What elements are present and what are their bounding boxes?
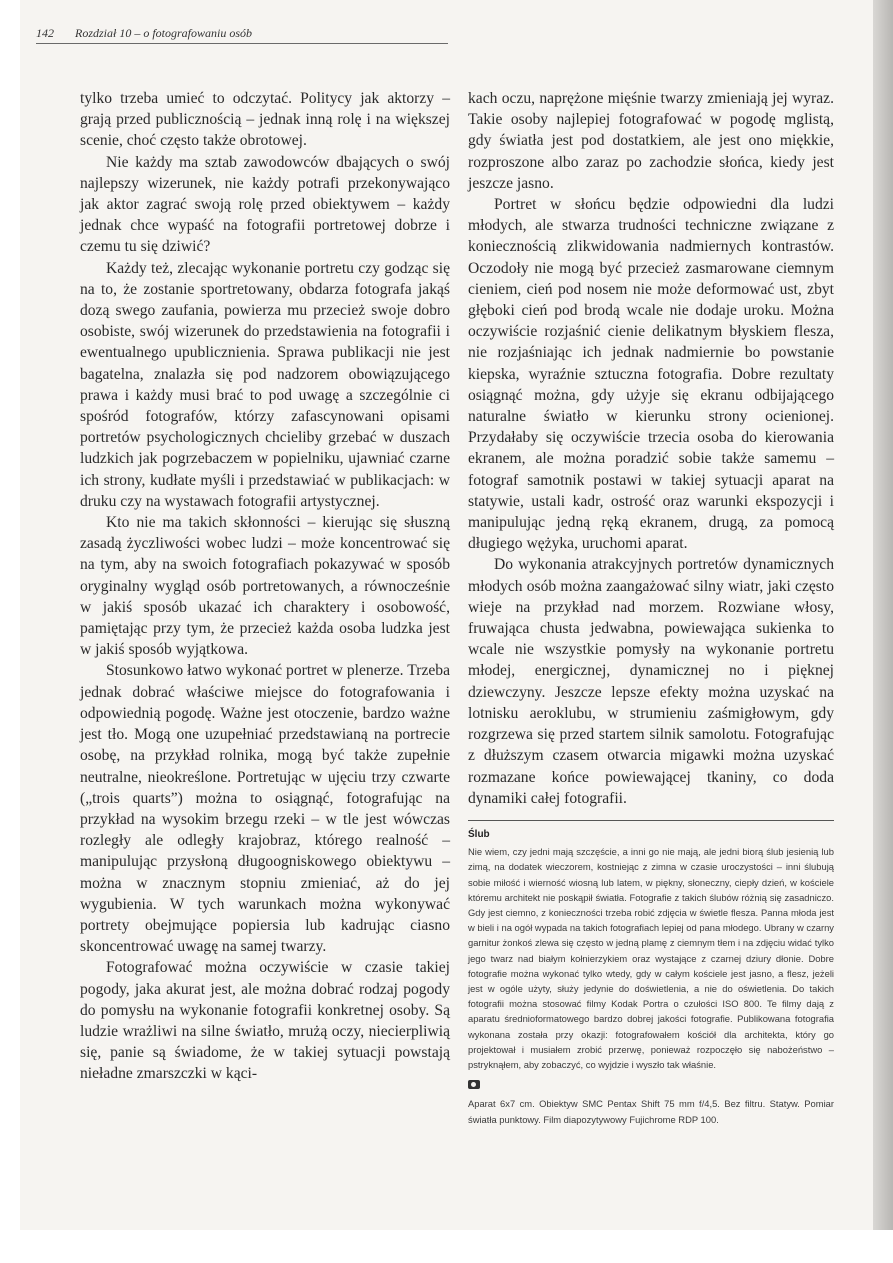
sidebar-text: Nie wiem, czy jedni mają szczęście, a inni go nie mają, ale jedni biorą ślub jesienią lub zimą, na dodatek wieczorem, kostniejąc z zimna w czasie uroczystości – inni ślubują sobie miłość i wierność wiosną lub latem, w piękny, słoneczny, ciepły dzień, w kościele któremu architekt nie poskąpił światła. Fotografie z takich ślubów różnią się zasadniczo. Gdy jest ciemno, z konieczności trzeba robić zdjęcia w świetle flesza. Panna młoda jest w bieli i na ogół wypada na takich fotografiach lepiej od pana młodego. Ubrany w czarny garnitur żonkoś zlewa się często w jedną plamę z ciemnym tłem i na zdjęciu widać tylko jego twarz nad białym kołnierzykiem oraz wystające z czarnej dziury dłonie. Dobre fotografie można wykonać tylko wtedy, gdy w całym kościele jest jasno, a flesz, jeżeli jest w ogóle użyty, służy jedynie do doświetlenia, a nie do oświetlenia. Do takich fotografii można stosować filmy Kodak Portra o czułości ISO 800. Te filmy dają z aparatu średnioformatowego bardzo dobrej jakości fotografie. Publikowana fotografia wykonana została przy okazji: fotografowałem kościół dla architekta, który go projektował i musiałem zrobić przerwę, ponieważ rozpoczęło się nabożeństwo – pstryknąłem, aby zobaczyć, co wyjdzie i wyszło tak właśnie. — [468, 846, 834, 1071]
paragraph: Portret w słońcu będzie odpowiedni dla ludzi młodych, ale stwarza trudności techniczne związane z koniecznością zlikwidowania nadmiernych kontrastów. Oczodoły nie mogą być przecież zasmarowane ciemnym cieniem, cień pod nosem nie może deformować ust, zbyt głęboki cień pod brodą wcale nie dodaje uroku. Można oczywiście rozjaśnić cienie delikatnym błyskiem flesza, nie rozjaśniając ich jednak nadmiernie bo powstanie kiepska, wyraźnie sztuczna fotografia. Dobre rezultaty osiągnąć można, gdy użyje się ekranu odbijającego naturalne światło w kierunku strony ocienionej. Przydałaby się oczywiście trzecia osoba do kierowania ekranem, ale można poradzić sobie także samemu – fotograf samotnik postawi w takiej sytuacji aparat na statywie, ustali kadr, ostrość oraz warunki ekspozycji i manipulując jedną ręką ekranem, drugą, za pomocą długiego wężyka, uruchomi aparat. — [468, 196, 834, 553]
paragraph: kach oczu, naprężone mięśnie twarzy zmieniają jej wyraz. Takie osoby najlepiej fotografować w pogodę mglistą, gdy światła jest pod dostatkiem, ale jest ono miękkie, rozproszone albo zaraz po zachodzie słońca, kiedy jest jeszcze jasno. — [468, 90, 834, 192]
paragraph: Nie każdy ma sztab zawodowców dbających o swój najlepszy wizerunek, nie każdy potrafi przekonywająco jak aktor zagrać swoją rolę przed obiektywem – każdy jednak chce wypaść na fotografii portretowej dobrze i czemu tu się dziwić? — [80, 153, 450, 256]
paragraph: Do wykonania atrakcyjnych portretów dynamicznych młodych osób można zaangażować silny wiatr, jaki często wieje na przykład nad morzem. Rozwiane włosy, fruwająca chusta jedwabna, powiewająca sukienka to wcale nie wszystkie pomysły na wykonanie portretu młodej, energicznej, dynamicznej no i pięknej dziewczyny. Jeszcze lepsze efekty można uzyskać na lotnisku aeroklubu, w strumieniu zaśmigłowym, gdy rozgrzewa się przed startem silnik samolotu. Fotografując z dłuższym czasem otwarcia migawki można uzyskać rozmazane końce powiewającej tkaniny, co doda dynamiki całej fotografii. — [468, 556, 834, 807]
chapter-title: Rozdział 10 – o fotografowaniu osób — [75, 26, 253, 40]
paragraph: tylko trzeba umieć to odczytać. Politycy jak aktorzy – grają przed publicznością – jednak inną rolę i na większej scenie, choć często także obrotowej. — [80, 90, 450, 150]
scan-margin — [0, 1230, 893, 1263]
paragraph: Stosunkowo łatwo wykonać portret w plenerze. Trzeba jednak dobrać właściwe miejsce do fotografowania i odpowiednią pogodę. Ważne jest otoczenie, bardzo ważne jest tło. Mogą one uzupełniać przedstawianą na portrecie osobę, na przykład rolnika, mogą być także zupełnie neutralne, nieokreślone. Portretując w ujęciu trzy czwarte („trois quarts”) można to osiągnąć, fotografując na przykład na wysokim brzegu rzeki – w tle jest wówczas rozległy ale odległy krajobraz, którego realność – manipulując przysłoną długoogniskowego obiektywu – można w znacznym stopniu zmieniać, aż do jej wygubienia. W tych warunkach można wykonywać portrety obejmujące popiersia lub kadrując ciasno skoncentrować uwagę na samej twarzy. — [80, 662, 450, 956]
paragraph: Każdy też, zlecając wykonanie portretu czy godząc się na to, że zostanie sportretowany, obdarza fotografa jakąś dozą swego zaufania, powierza mu przecież swoje dobro osobiste, swój wizerunek do przedstawienia na fotografii i ewentualnego upublicznienia. Sprawa publikacji nie jest bagatelna, znalazła się pod nadzorem obowiązującego prawa i każdy musi brać to pod uwagę a szczególnie ci spośród fotografów, którzy zafascynowani opisami portretów psychologicznych chcieliby grzebać w duszach ludzkich jak pogrzebaczem w popielniku, ujawniać czarne ich strony, kudłate myśli i przedstawiać w publikacjach: w druku czy na wystawach fotografii artystycznej. — [80, 259, 450, 510]
left-column — [80, 88, 450, 1085]
sidebar-box — [468, 820, 834, 1127]
right-column — [468, 88, 834, 809]
paragraph: Fotografować można oczywiście w czasie takiej pogody, jaka akurat jest, ale można dobrać rodzaj pogody do pomysłu na wykonanie fotografii konkretnej osoby. Są ludzie wrażliwi na silne światło, mrużą oczy, niecierpliwią się, panie są świadome, że w takiej sytuacji powstają nieładne zmarszczki w kąci- — [80, 959, 450, 1083]
photo-caption: Aparat 6x7 cm. Obiektyw SMC Pentax Shift 75 mm f/4,5. Bez filtru. Statyw. Pomiar światła punktowy. Film diapozytywowy Fujichrome RDP 100. — [468, 1098, 834, 1125]
page-number: 142 — [36, 26, 54, 40]
sidebar-title: Ślub — [468, 829, 490, 840]
running-header — [36, 26, 448, 44]
page-edge-shadow — [873, 0, 893, 1263]
camera-icon — [468, 1080, 480, 1089]
paragraph: Kto nie ma takich skłonności – kierując się słuszną zasadą życzliwości wobec ludzi – może koncentrować się na tym, aby na swoich fotografiach pokazywać w sposób oryginalny wygląd osób portretowanych, a równocześnie w jakiś sposób ukazać ich charaktery i osobowość, pamiętając przy tym, że przecież każda osoba ludzka jest w jakiś sposób wyjątkowa. — [80, 514, 450, 659]
